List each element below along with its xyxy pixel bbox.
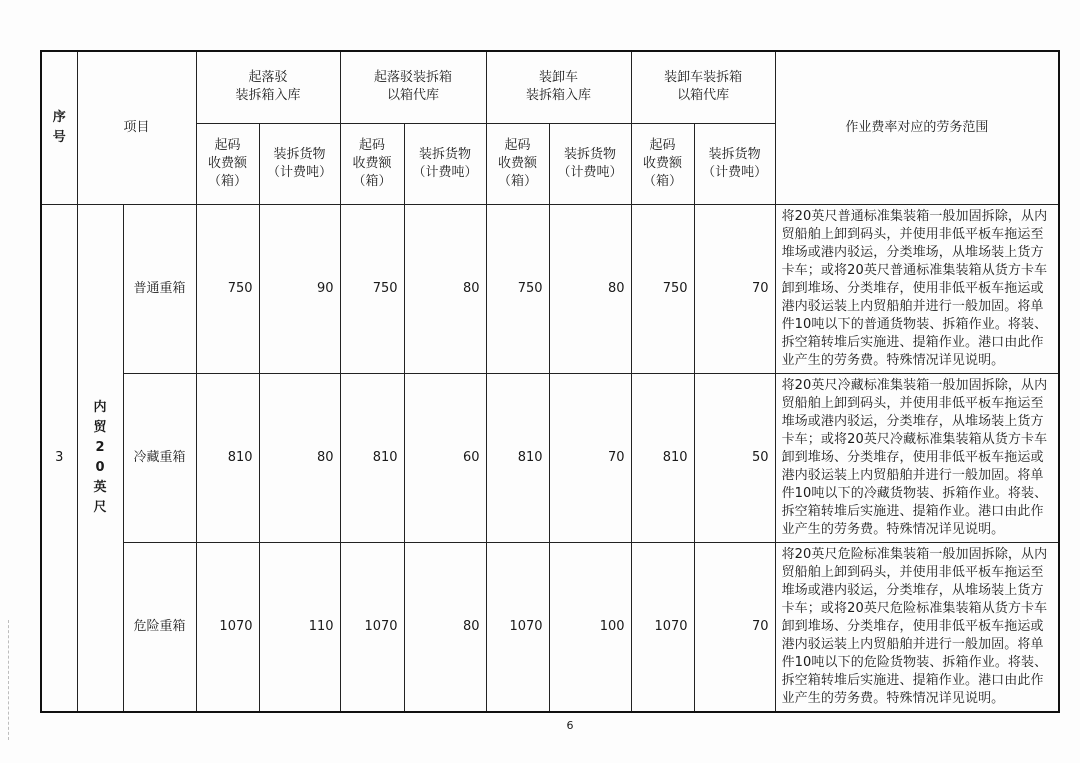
min-fee-header: 起码 收费额 （箱） [340, 123, 404, 204]
min-fee-header: 起码 收费额 （箱） [486, 123, 549, 204]
seq-header: 序号 [41, 51, 77, 204]
row-label: 冷藏重箱 [123, 373, 196, 542]
value-cell: 70 [549, 373, 631, 542]
group-header-4: 装卸车装拆箱 以箱代库 [631, 51, 775, 123]
group-header-1: 起落驳 装拆箱入库 [196, 51, 340, 123]
value-cell: 80 [404, 542, 486, 712]
cargo-tonnage-header: 装拆货物 （计费吨） [259, 123, 340, 204]
port-fee-table [40, 50, 1060, 713]
table-row [41, 204, 1059, 373]
min-fee-header: 起码 收费额 （箱） [196, 123, 259, 204]
value-cell: 750 [340, 204, 404, 373]
value-cell: 70 [694, 204, 775, 373]
value-cell: 1070 [631, 542, 694, 712]
value-cell: 810 [631, 373, 694, 542]
seq-number-cell: 3 [41, 204, 77, 712]
scope-description: 将20英尺普通标准集装箱一般加固拆除，从内贸船舶上卸到码头，并使用非低平板车拖运至堆场或港内驳运，分类堆场，从堆场装上货方卡车；或将20英尺普通标准集装箱从货方卡车卸到堆场、分类堆存，使用非低平板车拖运或港内驳运装上内贸船舶并进行一般加固。将单件10吨以下的普通货物装、拆箱作业。将装、拆空箱转堆后实施进、提箱作业。港口由此作业产生的劳务费。特殊情况详见说明。 [775, 204, 1059, 373]
value-cell: 750 [486, 204, 549, 373]
page-number: 6 [566, 719, 574, 732]
value-cell: 750 [196, 204, 259, 373]
value-cell: 70 [694, 542, 775, 712]
table-row [41, 373, 1059, 542]
item-header: 项目 [77, 51, 196, 204]
row-label: 普通重箱 [123, 204, 196, 373]
scope-header: 作业费率对应的劳务范围 [775, 51, 1059, 204]
group-header-2: 起落驳装拆箱 以箱代库 [340, 51, 486, 123]
value-cell: 90 [259, 204, 340, 373]
value-cell: 750 [631, 204, 694, 373]
value-cell: 80 [549, 204, 631, 373]
min-fee-header: 起码 收费额 （箱） [631, 123, 694, 204]
value-cell: 80 [404, 204, 486, 373]
value-cell: 810 [196, 373, 259, 542]
value-cell: 1070 [196, 542, 259, 712]
group-header-3: 装卸车 装拆箱入库 [486, 51, 631, 123]
value-cell: 50 [694, 373, 775, 542]
value-cell: 60 [404, 373, 486, 542]
value-cell: 1070 [486, 542, 549, 712]
value-cell: 810 [486, 373, 549, 542]
header-row-1 [41, 51, 1059, 123]
row-label: 危险重箱 [123, 542, 196, 712]
value-cell: 100 [549, 542, 631, 712]
value-cell: 810 [340, 373, 404, 542]
value-cell: 110 [259, 542, 340, 712]
category-cell: 内贸20英尺 [77, 204, 123, 712]
value-cell: 80 [259, 373, 340, 542]
cargo-tonnage-header: 装拆货物 （计费吨） [694, 123, 775, 204]
binding-margin-line [8, 620, 10, 740]
scope-description: 将20英尺冷藏标准集装箱一般加固拆除，从内贸船舶上卸到码头，并使用非低平板车拖运至堆场或港内驳运，分类堆存，从堆场装上货方卡车；或将20英尺冷藏标准集装箱从货方卡车卸到堆场、分类堆存，使用非低平板车拖运或港内驳运装上内贸船舶并进行一般加固。将单件10吨以下的冷藏货物装、拆箱作业。将装、拆空箱转堆后实施进、提箱作业。港口由此作业产生的劳务费。特殊情况详见说明。 [775, 373, 1059, 542]
cargo-tonnage-header: 装拆货物 （计费吨） [549, 123, 631, 204]
cargo-tonnage-header: 装拆货物 （计费吨） [404, 123, 486, 204]
scope-description: 将20英尺危险标准集装箱一般加固拆除，从内贸船舶上卸到码头，并使用非低平板车拖运至堆场或港内驳运，分类堆存，从堆场装上货方卡车；或将20英尺危险标准集装箱从货方卡车卸到堆场、分类堆存，使用非低平板车拖运或港内驳运装上内贸船舶并进行一般加固。将单件10吨以下的危险货物装、拆箱作业。将装、拆空箱转堆后实施进、提箱作业。港口由此作业产生的劳务费。特殊情况详见说明。 [775, 542, 1059, 712]
value-cell: 1070 [340, 542, 404, 712]
table-row [41, 542, 1059, 712]
